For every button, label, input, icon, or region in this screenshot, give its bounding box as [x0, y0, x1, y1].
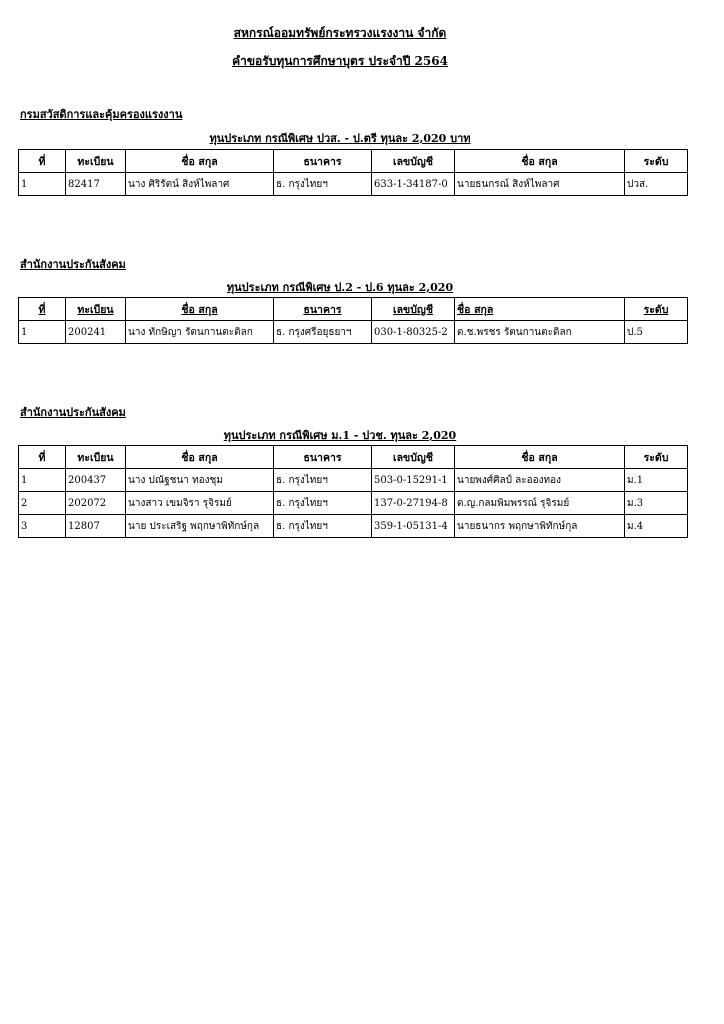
- table-header-row: [19, 298, 688, 321]
- cell-child-name: นายพงศ์ศิลป์ ละอองทอง: [455, 469, 625, 492]
- document-title: สหกรณ์ออมทรัพย์กระทรวงแรงงาน จำกัด: [233, 26, 447, 40]
- cell-level: ม.1: [625, 469, 688, 492]
- cell-member-name: นาง ศิริรัตน์ สิงห์ไพลาศ: [126, 173, 274, 196]
- cell-level: ป.5: [625, 321, 688, 344]
- col-header-bank: ธนาคาร: [274, 298, 372, 321]
- table-row: [19, 173, 688, 196]
- col-header-no: ที่: [19, 298, 66, 321]
- table-header-row: [19, 150, 688, 173]
- cell-bank: ธ. กรุงไทยฯ: [274, 173, 372, 196]
- cell-child-name: นายธนกรณ์ สิงห์ไพลาศ: [455, 173, 625, 196]
- col-header-account: เลขบัญชี: [372, 298, 455, 321]
- cell-account: 359-1-05131-4: [372, 515, 455, 538]
- scholarship-table-1: [18, 149, 688, 196]
- cell-registration: 200241: [66, 321, 126, 344]
- col-header-member-name: ชื่อ สกุล: [126, 150, 274, 173]
- col-header-registration: ทะเบียน: [66, 446, 126, 469]
- table-row: [19, 492, 688, 515]
- department-label-2: สำนักงานประกันสังคม: [20, 258, 126, 271]
- cell-child-name: ด.ช.พรชร รัตนกานตะดิลก: [455, 321, 625, 344]
- table-row: [19, 321, 688, 344]
- col-header-registration: ทะเบียน: [66, 298, 126, 321]
- col-header-level: ระดับ: [625, 298, 688, 321]
- cell-registration: 202072: [66, 492, 126, 515]
- cell-level: ปวส.: [625, 173, 688, 196]
- col-header-no: ที่: [19, 446, 66, 469]
- scholarship-table-2: [18, 297, 688, 344]
- cell-account: 503-0-15291-1: [372, 469, 455, 492]
- department-label-3: สำนักงานประกันสังคม: [20, 406, 126, 419]
- cell-child-name: ด.ญ.กลมพิมพรรณ์ รุจิรมย์: [455, 492, 625, 515]
- scholarship-type-2: ทุนประเภท กรณีพิเศษ ป.2 - ป.6 ทุนละ 2,020: [226, 281, 454, 294]
- cell-registration: 12807: [66, 515, 126, 538]
- cell-bank: ธ. กรุงศรีอยุธยาฯ: [274, 321, 372, 344]
- col-header-bank: ธนาคาร: [274, 150, 372, 173]
- cell-account: 030-1-80325-2: [372, 321, 455, 344]
- cell-bank: ธ. กรุงไทยฯ: [274, 469, 372, 492]
- cell-member-name: นาง ปณัฐชนา ทองชุม: [126, 469, 274, 492]
- col-header-level: ระดับ: [625, 150, 688, 173]
- cell-member-name: นางสาว เขมจิรา รุจิรมย์: [126, 492, 274, 515]
- table-header-row: [19, 446, 688, 469]
- scholarship-type-1: ทุนประเภท กรณีพิเศษ ปวส. - ป.ตรี ทุนละ 2,020 บาท: [209, 132, 471, 145]
- cell-bank: ธ. กรุงไทยฯ: [274, 492, 372, 515]
- col-header-registration: ทะเบียน: [66, 150, 126, 173]
- col-header-child-name: ชื่อ สกุล: [455, 298, 625, 321]
- cell-registration: 82417: [66, 173, 126, 196]
- table-row: [19, 469, 688, 492]
- cell-level: ม.3: [625, 492, 688, 515]
- col-header-bank: ธนาคาร: [274, 446, 372, 469]
- cell-no: 2: [19, 492, 66, 515]
- cell-no: 3: [19, 515, 66, 538]
- cell-no: 1: [19, 321, 66, 344]
- cell-account: 633-1-34187-0: [372, 173, 455, 196]
- col-header-member-name: ชื่อ สกุล: [126, 446, 274, 469]
- cell-level: ม.4: [625, 515, 688, 538]
- cell-bank: ธ. กรุงไทยฯ: [274, 515, 372, 538]
- cell-registration: 200437: [66, 469, 126, 492]
- scholarship-type-3: ทุนประเภท กรณีพิเศษ ม.1 - ปวช. ทุนละ 2,020: [223, 429, 457, 442]
- col-header-child-name: ชื่อ สกุล: [455, 446, 625, 469]
- cell-member-name: นาง ทักษิญา รัตนกานตะดิลก: [126, 321, 274, 344]
- col-header-no: ที่: [19, 150, 66, 173]
- col-header-child-name: ชื่อ สกุล: [455, 150, 625, 173]
- cell-member-name: นาย ประเสริฐ พฤกษาพิทักษ์กุล: [126, 515, 274, 538]
- col-header-account: เลขบัญชี: [372, 150, 455, 173]
- cell-account: 137-0-27194-8: [372, 492, 455, 515]
- cell-no: 1: [19, 469, 66, 492]
- cell-no: 1: [19, 173, 66, 196]
- table-row: [19, 515, 688, 538]
- scholarship-table-3: [18, 445, 688, 538]
- cell-child-name: นายธนากร พฤกษาพิทักษ์กุล: [455, 515, 625, 538]
- col-header-member-name: ชื่อ สกุล: [126, 298, 274, 321]
- col-header-account: เลขบัญชี: [372, 446, 455, 469]
- department-label-1: กรมสวัสดิการและคุ้มครองแรงงาน: [20, 108, 183, 121]
- col-header-level: ระดับ: [625, 446, 688, 469]
- document-subtitle: คำขอรับทุนการศึกษาบุตร ประจำปี 2564: [232, 54, 448, 68]
